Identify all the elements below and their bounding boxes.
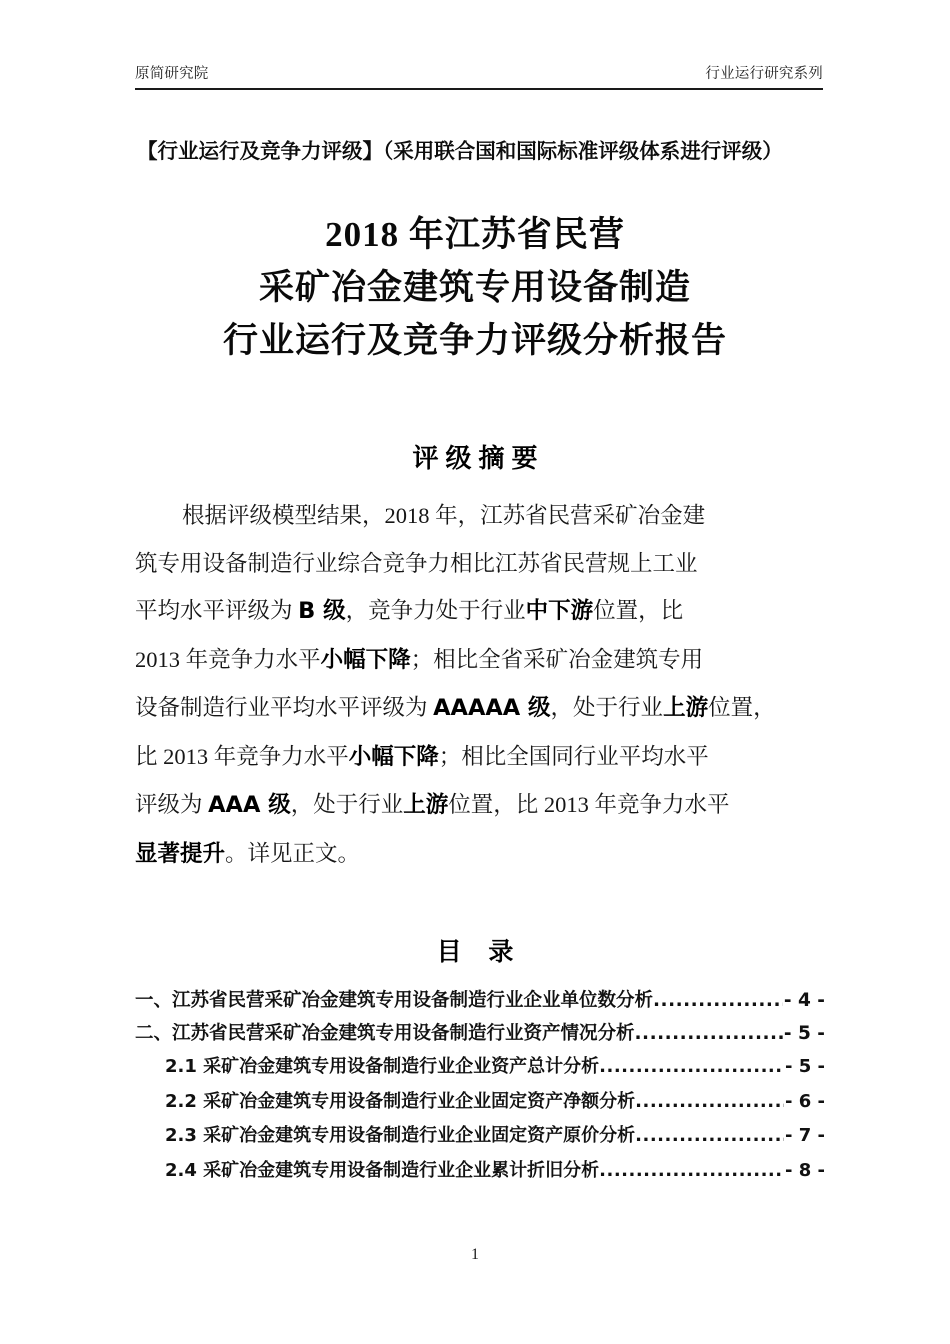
toc-dot-leader	[599, 1154, 784, 1189]
summary-emphasis: 显著提升	[135, 840, 226, 867]
toc-dot-leader	[599, 1050, 784, 1085]
summary-emphasis: AAA 级	[208, 792, 291, 818]
summary-text: 2013 年竞争力水平	[135, 646, 321, 672]
header-left-text: 原简研究院	[135, 66, 209, 82]
toc-entry-label: 一、江苏省民营采矿冶金建筑专用设备制造行业企业单位数分析	[135, 990, 654, 1011]
summary-text: ，竞争力处于行业	[345, 598, 526, 623]
summary-text: 根据评级模型结果，2018 年，江苏省民营采矿冶金建	[182, 503, 706, 528]
summary-text: 位置，	[708, 695, 776, 720]
summary-text: 设备制造行业平均水平评级为	[135, 695, 434, 720]
summary-emphasis: 小幅下降	[320, 646, 411, 673]
summary-section-heading: 评级摘要	[412, 444, 545, 474]
toc-entry[interactable]	[135, 1050, 825, 1085]
summary-emphasis: AAAAA 级	[433, 695, 551, 721]
page-title	[0, 208, 950, 367]
summary-text: ；相比全省采矿冶金建筑专用	[410, 646, 704, 672]
summary-text: 平均水平评级为	[135, 598, 299, 623]
summary-text: ，处于行业	[290, 792, 404, 817]
summary-text: ，处于行业	[550, 695, 664, 720]
summary-text: ；相比全国同行业平均水平	[438, 743, 709, 769]
summary-emphasis: 中下游	[525, 598, 594, 624]
summary-text: 筑专用设备制造行业综合竞争力相比江苏省民营规上工业	[135, 550, 698, 576]
summary-line	[135, 733, 825, 782]
toc-dot-leader	[635, 1085, 784, 1120]
toc-entry[interactable]	[135, 1017, 825, 1050]
summary-line	[135, 587, 825, 636]
toc-entry-page: - 5 -	[783, 1023, 825, 1044]
header-right-text: 行业运行研究系列	[705, 66, 823, 82]
summary-line	[135, 830, 825, 879]
summary-emphasis: 上游	[403, 792, 449, 818]
toc-entry-page: - 7 -	[785, 1125, 825, 1146]
toc-entry-page: - 5 -	[785, 1056, 825, 1077]
toc-entry-label: 2.4 采矿冶金建筑专用设备制造行业企业累计折旧分析	[165, 1159, 600, 1181]
toc-entry-label: 2.3 采矿冶金建筑专用设备制造行业企业固定资产原价分析	[165, 1125, 636, 1146]
toc-entry[interactable]	[135, 1085, 825, 1120]
toc-section-heading: 目 录	[436, 937, 523, 966]
toc-dot-leader	[635, 1017, 783, 1050]
table-of-contents	[135, 984, 825, 1188]
running-header	[135, 62, 823, 83]
summary-emphasis: 小幅下降	[348, 743, 439, 770]
report-kicker: 【行业运行及竞争力评级】（采用联合国和国际标准评级体系进行评级）	[137, 141, 783, 163]
summary-line	[135, 540, 825, 588]
toc-entry-label: 2.2 采矿冶金建筑专用设备制造行业企业固定资产净额分析	[165, 1090, 636, 1112]
summary-line	[135, 684, 825, 733]
summary-text: 评级为	[135, 792, 209, 817]
toc-entry[interactable]	[135, 984, 825, 1017]
toc-entry-page: - 8 -	[785, 1159, 825, 1181]
summary-line	[135, 781, 825, 830]
summary-emphasis: B 级	[298, 598, 346, 624]
toc-entry-page: - 4 -	[783, 990, 825, 1011]
toc-dot-leader	[653, 984, 783, 1017]
page-footer: 1	[471, 1246, 479, 1263]
toc-entry-label: 二、江苏省民营采矿冶金建筑专用设备制造行业资产情况分析	[135, 1023, 635, 1044]
summary-line	[135, 636, 825, 685]
title-line-3: 行业运行及竞争力评级分析报告	[222, 321, 727, 360]
summary-text: 比 2013 年竞争力水平	[135, 743, 349, 769]
summary-text: 位置，比	[593, 598, 684, 623]
toc-entry-label: 2.1 采矿冶金建筑专用设备制造行业企业资产总计分析	[165, 1056, 600, 1077]
toc-entry[interactable]	[135, 1119, 825, 1154]
title-line-2: 采矿冶金建筑专用设备制造	[258, 268, 691, 307]
toc-dot-leader	[635, 1119, 784, 1154]
summary-text: 位置，比 2013 年竞争力水平	[448, 792, 730, 817]
toc-entry[interactable]	[135, 1154, 825, 1189]
title-line-1: 2018 年江苏省民营	[325, 215, 625, 254]
summary-emphasis: 上游	[663, 695, 709, 721]
summary-line	[135, 492, 825, 540]
toc-entry-page: - 6 -	[785, 1090, 825, 1112]
summary-text: 。详见正文。	[225, 840, 361, 866]
header-rule	[135, 88, 823, 90]
summary-paragraph	[135, 492, 825, 878]
